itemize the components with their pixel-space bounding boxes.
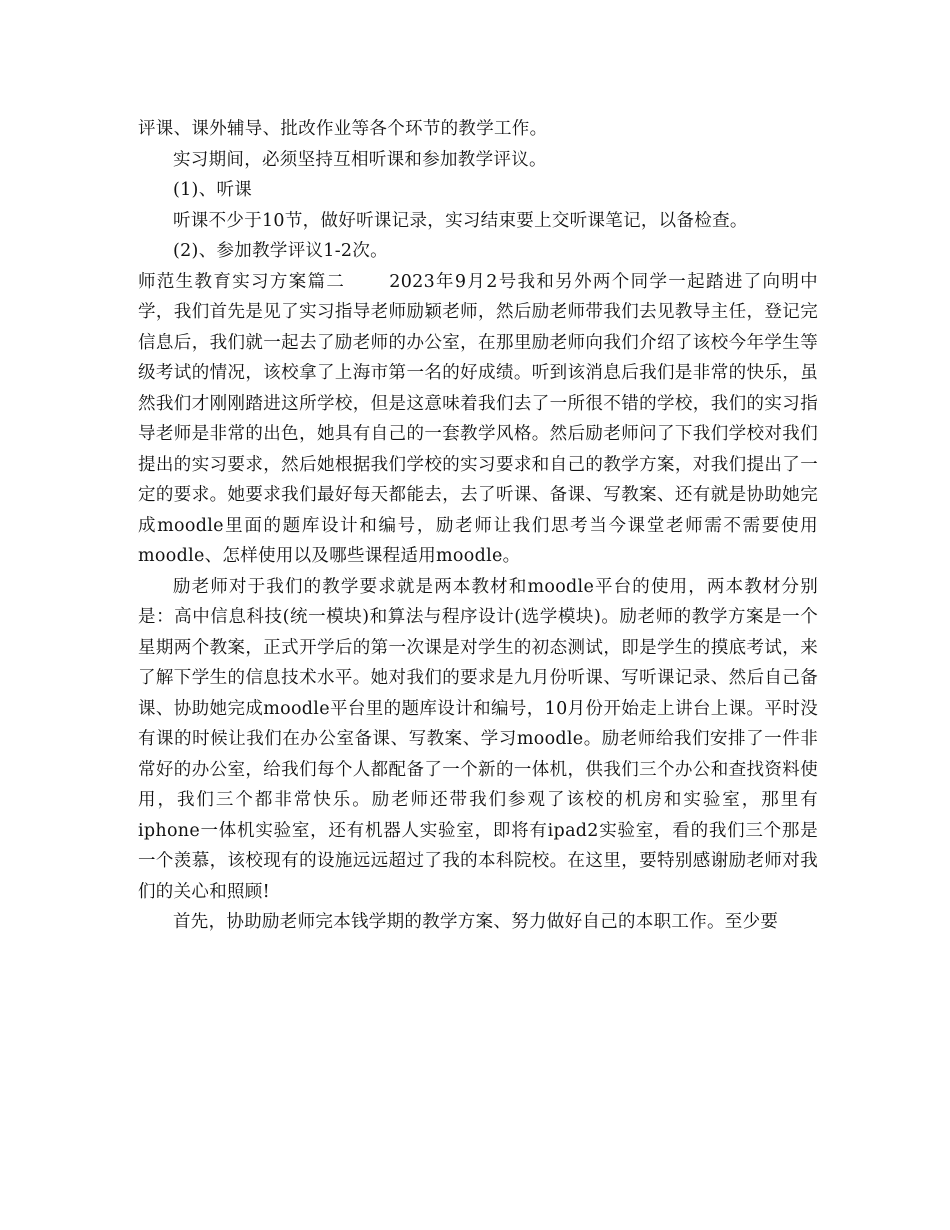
paragraph-teaching-requirements: 励老师对于我们的教学要求就是两本教材和moodle平台的使用，两本教材分别是：高中信息科技(统一模块)和算法与程序设计(选学模块)。励老师的教学方案是一个星期两个教案，正式开学后的第一次课是对学生的初态测试，即是学生的摸底考试，来了解下学生的信息技术水平。她对我们的要求是九月份听课、写听课记录、然后自己备课、协助她完成moodle平台里的题库设计和编号，10月份开始走上讲台上课。平时没有课的时候让我们在办公室备课、写教案、学习moodle。励老师给我们安排了一件非常好的办公室，给我们每个人都配备了一个新的一体机，供我们三个办公和查找资料使用，我们三个都非常快乐。励老师还带我们参观了该校的机房和实验室，那里有iphone一体机实验室，还有机器人实验室，即将有ipad2实验室，看的我们三个那是一个羡慕，该校现有的设施远远超过了我的本科院校。在这里，要特别感谢励老师对我们的关心和照顾! xyxy=(138,576,818,902)
paragraph-mutual-observation: 实习期间，必须坚持互相听课和参加教学评议。 xyxy=(173,149,547,170)
section-title: 师范生教育实习方案篇二 xyxy=(138,271,346,292)
section-body: 2023年9月2号我和另外两个同学一起踏进了向明中学，我们首先是见了实习指导老师励颖老师，然后励老师带我们去见教导主任，登记完信息后，我们就一起去了励老师的办公室，在那里励老师向我们介绍了该校今年学生等级考试的情况，该校拿了上海市第一名的好成绩。听到该消息后我们是非常的快乐，虽然我们才刚刚踏进这所学校，但是这意味着我们去了一所很不错的学校，我们的实习指导老师是非常的出色，她具有自己的一套教学风格。然后励老师问了下我们学校对我们提出的实习要求，然后她根据我们学校的实习要求和自己的教学方案，对我们提出了一定的要求。她要求我们最好每天都能去，去了听课、备课、写教案、还有就是协助她完成moodle里面的题库设计和编号，励老师让我们思考当今课堂老师需不需要使用moodle、怎样使用以及哪些课程适用moodle。 xyxy=(138,271,818,566)
section-internship-plan-two xyxy=(138,267,818,572)
list-item-teaching-review: (2)、参加教学评议1-2次。 xyxy=(173,241,388,261)
paragraph-observation-requirement: 听课不少于10节，做好听课记录，实习结束要上交听课笔记，以备检查。 xyxy=(173,210,748,231)
list-item-observe-class: (1)、听课 xyxy=(173,180,253,200)
paragraph-first-tasks: 首先，协助励老师完本钱学期的教学方案、努力做好自己的本职工作。至少要 xyxy=(173,912,779,932)
paragraph-evaluation-duties: 评课、课外辅导、批改作业等各个环节的教学工作。 xyxy=(138,119,548,139)
document-body xyxy=(138,114,818,938)
